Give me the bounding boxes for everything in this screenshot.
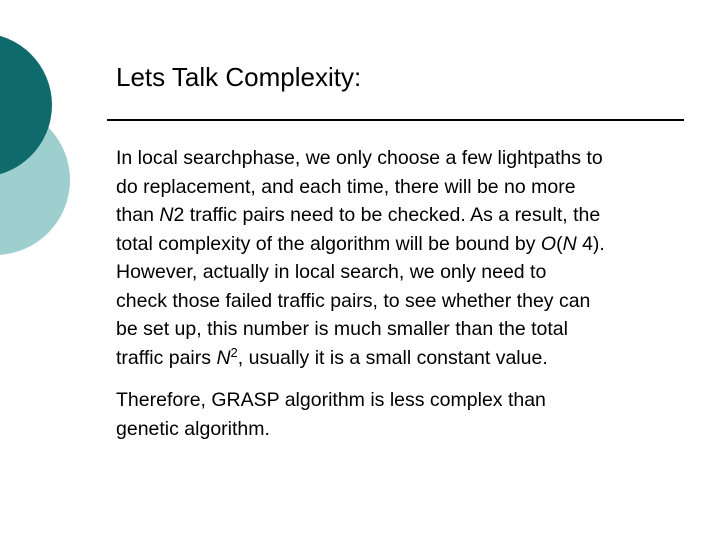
text-line: Therefore, GRASP algorithm is less complex than: [116, 389, 546, 411]
paragraph-complexity: [116, 144, 716, 372]
variable-n: N: [159, 204, 174, 226]
text-line: be set up, this number is much smaller than the total: [116, 318, 568, 340]
title-divider: [107, 119, 684, 121]
text-line: genetic algorithm.: [116, 417, 270, 440]
text-segment: total complexity of the algorithm will be bound by: [116, 232, 541, 255]
text-segment: 2 traffic pairs need to be checked. As a result, the: [173, 204, 601, 226]
big-o: O: [540, 232, 557, 255]
variable-n: N: [216, 346, 231, 369]
paragraph-conclusion: [116, 386, 716, 443]
text-line: However, actually in local search, we only need to: [116, 261, 547, 283]
decorative-circles: [0, 0, 90, 300]
text-segment: , usually it is a small constant value.: [237, 346, 548, 369]
superscript: 2: [230, 344, 238, 360]
text-segment: than: [116, 204, 160, 226]
variable-n: N: [562, 232, 577, 255]
text-line: In local searchphase, we only choose a few lightpaths to: [116, 147, 603, 169]
slide-body: [116, 144, 716, 457]
paren: (: [556, 232, 563, 255]
text-segment: traffic pairs: [116, 346, 217, 369]
slide-title: Lets Talk Complexity:: [116, 62, 362, 92]
text-segment: 4).: [576, 232, 605, 255]
text-line: do replacement, and each time, there will be no more: [116, 175, 576, 198]
text-line: check those failed traffic pairs, to see whether they can: [116, 289, 591, 312]
